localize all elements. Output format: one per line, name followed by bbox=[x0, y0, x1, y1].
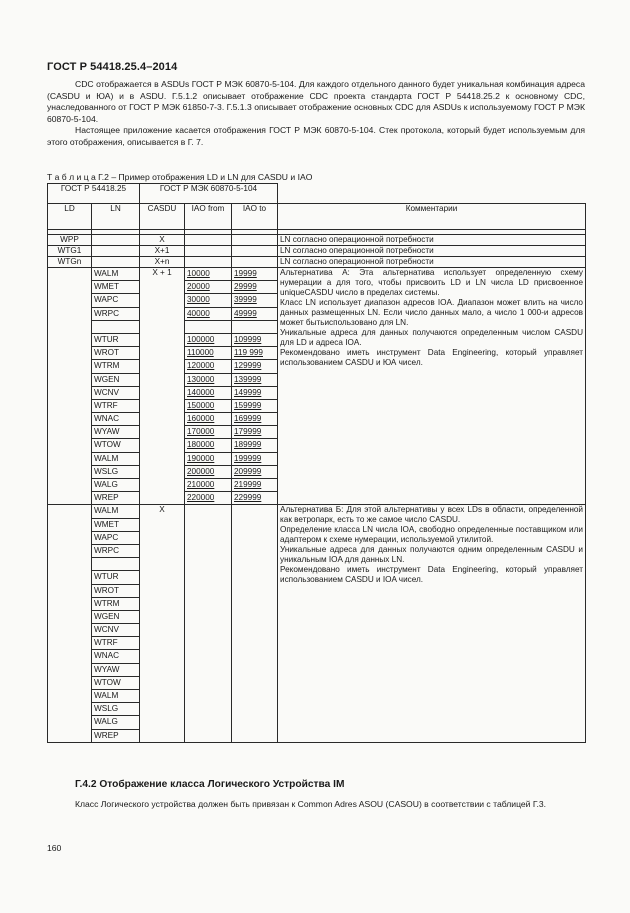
header-casdu: CASDU bbox=[140, 204, 185, 230]
header-ln: LN bbox=[92, 204, 140, 230]
list-item: 10000 bbox=[185, 268, 231, 281]
list-item: WMET bbox=[92, 518, 139, 531]
intro-paragraph-1: CDC отображается в ASDUs ГОСТ Р МЭК 60870-5-104. Для каждого отдельного данного будет уникальная комбинация адреса (CASDU и ЮА) и в ASDU. Г.5.1.2 описывает отображение CDC проекта стандарта ГОСТ Р 54418.25.2 к основному CDC, унаследованного от ГОСТ Р МЭК 61850-7-3. Г.5.1.3 описывает отображение основных CDC для ASDUs к используемому ГОСТ Р МЭК 60870-5-104. bbox=[47, 79, 585, 124]
list-item: WTRF bbox=[92, 399, 139, 412]
list-item: 139999 bbox=[232, 373, 277, 386]
list-item: WTOW bbox=[92, 676, 139, 689]
list-item: 159999 bbox=[232, 399, 277, 412]
list-item: WALM bbox=[92, 505, 139, 518]
list-item: WALG bbox=[92, 479, 139, 492]
comment-paragraph: Определение класса LN числа IOA, свободно определенные поставщиком или адаптером к схеме нумерации, используемой утилитой. bbox=[280, 525, 583, 545]
list-item bbox=[185, 320, 231, 333]
section-paragraph: Класс Логического устройства должен быть привязан к Common Adres ASOU (CASOU) в соответствии с таблицей Г.3. bbox=[75, 799, 547, 809]
list-item: 229999 bbox=[234, 493, 262, 503]
table-caption: Т а б л и ц а Г.2 – Пример отображения LD и LN для CASDU и IAO bbox=[47, 172, 313, 182]
casdu-cell: X bbox=[140, 235, 185, 246]
header-group-iec: ГОСТ Р МЭК 60870-5-104 bbox=[140, 184, 278, 204]
table-row bbox=[48, 235, 586, 246]
list-item: 180000 bbox=[185, 439, 231, 452]
comment-paragraph: Альтернатива Б: Для этой альтернативы у всех LDs в области, определенной как ветропарк, есть то же самое число CASDU. bbox=[280, 505, 583, 525]
list-item: WNAC bbox=[92, 650, 139, 663]
list-item: WALM bbox=[92, 690, 139, 703]
list-item: 209999 bbox=[232, 465, 277, 478]
list-item: 179999 bbox=[232, 426, 277, 439]
comment-paragraph: Рекомендовано иметь инструмент Data Engineering, который управляет использованием CASDU и ЮА чисел. bbox=[280, 348, 583, 367]
list-item: 170000 bbox=[185, 426, 231, 439]
list-item: WTOW bbox=[92, 439, 139, 452]
ld-cell: WTG1 bbox=[48, 246, 92, 257]
list-item: 200000 bbox=[185, 465, 231, 478]
header-ld: LD bbox=[48, 204, 92, 230]
list-item: WTRM bbox=[92, 597, 139, 610]
list-item: 100000 bbox=[185, 333, 231, 346]
block-b-ln-list bbox=[92, 505, 139, 741]
block-alternative-b bbox=[48, 505, 586, 742]
comment-cell: LN согласно операционной потребности bbox=[278, 246, 586, 257]
header-iao-from: IAO from bbox=[185, 204, 232, 230]
block-a-comment bbox=[278, 268, 586, 505]
comment-paragraph: Альтернатива А: Эта альтернатива использует определенную схему нумерации а для того, чтобы присвоить LD и LN числа LD присвоенное uniqueCASDU число в пределах системы. bbox=[280, 268, 583, 297]
list-item: 19999 bbox=[232, 268, 277, 281]
list-item: WSLG bbox=[92, 465, 139, 478]
section-text bbox=[47, 799, 585, 811]
mapping-table bbox=[47, 183, 586, 743]
list-item: WAPC bbox=[92, 294, 139, 307]
comment-paragraph: Уникальные адреса для данных получаются одним определенным CASDU и уникальным IOA для данных LN. bbox=[280, 545, 583, 565]
intro-text bbox=[47, 79, 585, 149]
list-item: WYAW bbox=[92, 663, 139, 676]
list-item: WSLG bbox=[92, 703, 139, 716]
list-item: WALG bbox=[92, 716, 139, 729]
comment-paragraph: Класс LN использует диапазон адресов IOA. Диапазон может влить на число данных размещенных LN. Если число данных мало, а число 1 000-и адресов может бытьиспользовано для LN. bbox=[280, 298, 583, 327]
list-item: 189999 bbox=[232, 439, 277, 452]
header-group-gost: ГОСТ Р 54418.25 bbox=[48, 184, 140, 204]
list-item: WTRM bbox=[92, 360, 139, 373]
list-item: WROT bbox=[92, 347, 139, 360]
list-item: WRPC bbox=[92, 307, 139, 320]
casdu-cell: X+n bbox=[140, 257, 185, 268]
casdu-cell: X+1 bbox=[140, 246, 185, 257]
list-item: WTRF bbox=[92, 637, 139, 650]
list-item: 30000 bbox=[185, 294, 231, 307]
list-item: WTUR bbox=[92, 333, 139, 346]
block-a-ln-list bbox=[92, 268, 139, 504]
comment-cell: LN согласно операционной потребности bbox=[278, 235, 586, 246]
list-item: 149999 bbox=[232, 386, 277, 399]
list-item: 140000 bbox=[185, 386, 231, 399]
list-item: 129999 bbox=[232, 360, 277, 373]
table-row bbox=[48, 246, 586, 257]
list-item: 40000 bbox=[185, 307, 231, 320]
header-comments: Комментарии bbox=[278, 204, 586, 230]
list-item: 109999 bbox=[232, 333, 277, 346]
list-item bbox=[232, 320, 277, 333]
list-item: 20000 bbox=[185, 281, 231, 294]
comment-paragraph: Рекомендовано иметь инструмент Data Engineering, который управляет использованием CASDU и IOA чисел. bbox=[280, 565, 583, 585]
list-item: 120000 bbox=[185, 360, 231, 373]
header-spacer bbox=[278, 184, 586, 204]
list-item: 169999 bbox=[232, 413, 277, 426]
list-item: 220000 bbox=[187, 493, 215, 503]
list-item: 190000 bbox=[185, 452, 231, 465]
list-item: 110000 bbox=[185, 347, 231, 360]
list-item: 199999 bbox=[232, 452, 277, 465]
list-item: 119 999 bbox=[232, 347, 277, 360]
document-header: ГОСТ Р 54418.25.4–2014 bbox=[47, 61, 178, 73]
page-number: 160 bbox=[47, 843, 62, 853]
list-item: 49999 bbox=[232, 307, 277, 320]
list-item: WRPC bbox=[92, 544, 139, 557]
block-b-comment bbox=[278, 505, 586, 742]
list-item bbox=[92, 558, 139, 571]
list-item bbox=[92, 320, 139, 333]
list-item: WCNV bbox=[92, 624, 139, 637]
list-item: WYAW bbox=[92, 426, 139, 439]
section-heading: Г.4.2 Отображение класса Логического Устройства IM bbox=[75, 779, 345, 790]
list-item: WNAC bbox=[92, 413, 139, 426]
list-item: 29999 bbox=[232, 281, 277, 294]
list-item: WALM bbox=[92, 452, 139, 465]
header-iao-to: IAO to bbox=[232, 204, 278, 230]
list-item: 219999 bbox=[232, 479, 277, 492]
list-item: WREP bbox=[94, 730, 119, 740]
list-item: WCNV bbox=[92, 386, 139, 399]
list-item: 39999 bbox=[232, 294, 277, 307]
table-row bbox=[48, 257, 586, 268]
list-item: WGEN bbox=[92, 610, 139, 623]
comment-cell: LN согласно операционной потребности bbox=[278, 257, 586, 268]
ld-cell: WTGn bbox=[48, 257, 92, 268]
block-a-to-list bbox=[232, 268, 277, 504]
list-item: WROT bbox=[92, 584, 139, 597]
block-b-casdu: X bbox=[140, 505, 185, 742]
block-a-casdu: X + 1 bbox=[140, 268, 185, 505]
list-item: WALM bbox=[92, 268, 139, 281]
list-item: WAPC bbox=[92, 531, 139, 544]
block-alternative-a bbox=[48, 268, 586, 505]
list-item: 150000 bbox=[185, 399, 231, 412]
list-item: 130000 bbox=[185, 373, 231, 386]
list-item: 160000 bbox=[185, 413, 231, 426]
list-item: WTUR bbox=[92, 571, 139, 584]
list-item: WMET bbox=[92, 281, 139, 294]
intro-paragraph-2: Настоящее приложение касается отображения ГОСТ Р МЭК 60870-5-104. Стек протокола, который будет используемым для этого отображения, описывается в Г. 7. bbox=[47, 125, 585, 147]
list-item: 210000 bbox=[185, 479, 231, 492]
ld-cell: WPP bbox=[48, 235, 92, 246]
list-item: WREP bbox=[94, 493, 119, 503]
block-a-from-list bbox=[185, 268, 231, 504]
list-item: WGEN bbox=[92, 373, 139, 386]
comment-paragraph: Уникальные адреса для данных получаются определенным числом CASDU для LD и адреса IOA. bbox=[280, 328, 583, 347]
